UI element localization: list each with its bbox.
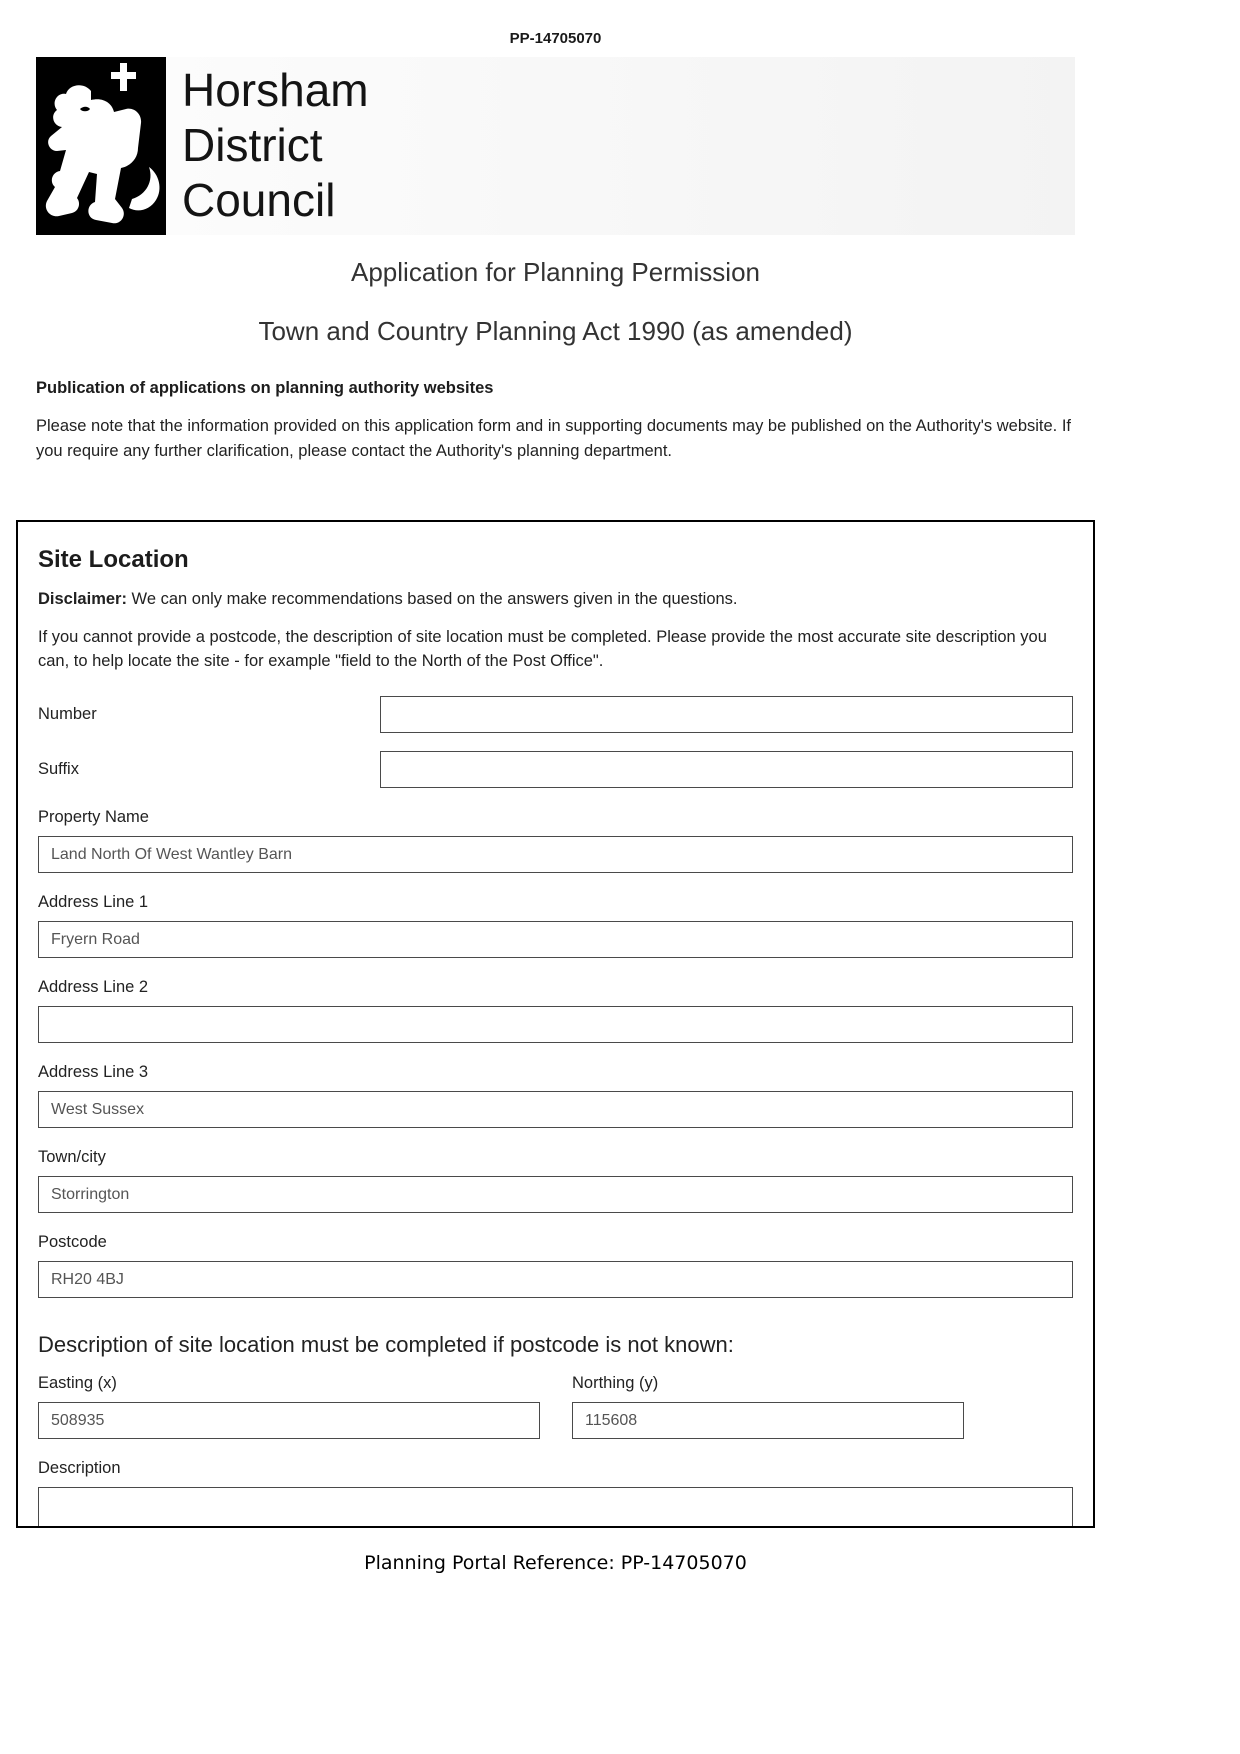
address-line-3-input[interactable] bbox=[38, 1091, 1073, 1128]
number-field-row bbox=[38, 696, 1073, 733]
number-label: Number bbox=[38, 705, 97, 723]
portal-reference-footer: Planning Portal Reference: PP-14705070 bbox=[364, 1551, 747, 1574]
site-location-section bbox=[16, 520, 1095, 1528]
property-name-label: Property Name bbox=[38, 808, 149, 826]
form-subtitle: Town and Country Planning Act 1990 (as amended) bbox=[258, 316, 853, 346]
address-line-2-label: Address Line 2 bbox=[38, 978, 149, 996]
address-line-2-input[interactable] bbox=[38, 1006, 1073, 1043]
postcode-field bbox=[38, 1233, 1073, 1298]
northing-input[interactable] bbox=[572, 1402, 964, 1439]
suffix-input[interactable] bbox=[380, 751, 1073, 788]
description-label: Description bbox=[38, 1459, 121, 1477]
property-name-input[interactable] bbox=[38, 836, 1073, 873]
council-name-line: Horsham bbox=[182, 64, 369, 116]
address-line-2-field bbox=[38, 978, 1073, 1043]
publication-heading: Publication of applications on planning authority websites bbox=[36, 379, 494, 397]
council-name-line: District bbox=[182, 119, 323, 172]
easting-field bbox=[38, 1374, 540, 1439]
description-field bbox=[38, 1459, 1073, 1528]
number-input[interactable] bbox=[380, 696, 1073, 733]
town-city-label: Town/city bbox=[38, 1148, 106, 1166]
easting-input[interactable] bbox=[38, 1402, 540, 1439]
address-line-3-field bbox=[38, 1063, 1073, 1128]
suffix-field-row bbox=[38, 751, 1073, 788]
postcode-label: Postcode bbox=[38, 1233, 107, 1251]
town-city-input[interactable] bbox=[38, 1176, 1073, 1213]
document-body bbox=[16, 0, 1095, 1574]
description-input[interactable] bbox=[38, 1487, 1073, 1528]
council-name-line: Council bbox=[182, 174, 336, 227]
postcode-input[interactable] bbox=[38, 1261, 1073, 1298]
form-title: Application for Planning Permission bbox=[351, 257, 760, 287]
description-heading: Description of site location must be completed if postcode is not known: bbox=[38, 1332, 734, 1357]
town-city-field bbox=[38, 1148, 1073, 1213]
publication-text: Please note that the information provided on this application form and in supporting documents may be published on the Authority's website. If you require any further clarification, please contact the Authority's planning department. bbox=[36, 417, 1072, 460]
easting-label: Easting (x) bbox=[38, 1374, 117, 1392]
northing-field bbox=[572, 1374, 964, 1439]
address-line-1-input[interactable] bbox=[38, 921, 1073, 958]
disclaimer-body: We can only make recommendations based on the answers given in the questions. bbox=[126, 589, 738, 608]
disclaimer-label: Disclaimer: bbox=[38, 589, 127, 608]
address-line-1-label: Address Line 1 bbox=[38, 893, 149, 911]
disclaimer-text bbox=[38, 590, 1073, 609]
address-line-1-field bbox=[38, 893, 1073, 958]
council-name bbox=[166, 57, 369, 235]
northing-label: Northing (y) bbox=[572, 1374, 659, 1392]
lion-crest-icon bbox=[36, 57, 166, 235]
portal-reference-header: PP-14705070 bbox=[509, 30, 602, 47]
address-line-3-label: Address Line 3 bbox=[38, 1063, 149, 1081]
property-name-field bbox=[38, 808, 1073, 873]
postcode-intro-text: If you cannot provide a postcode, the description of site location must be completed. Please provide the most accurate site description you can, to help locate the site - for example "field to the North of the Post Office". bbox=[38, 627, 1047, 671]
site-location-heading: Site Location bbox=[38, 545, 189, 573]
council-logo bbox=[36, 57, 1075, 235]
suffix-label: Suffix bbox=[38, 760, 79, 778]
coordinates-row bbox=[38, 1374, 1073, 1439]
